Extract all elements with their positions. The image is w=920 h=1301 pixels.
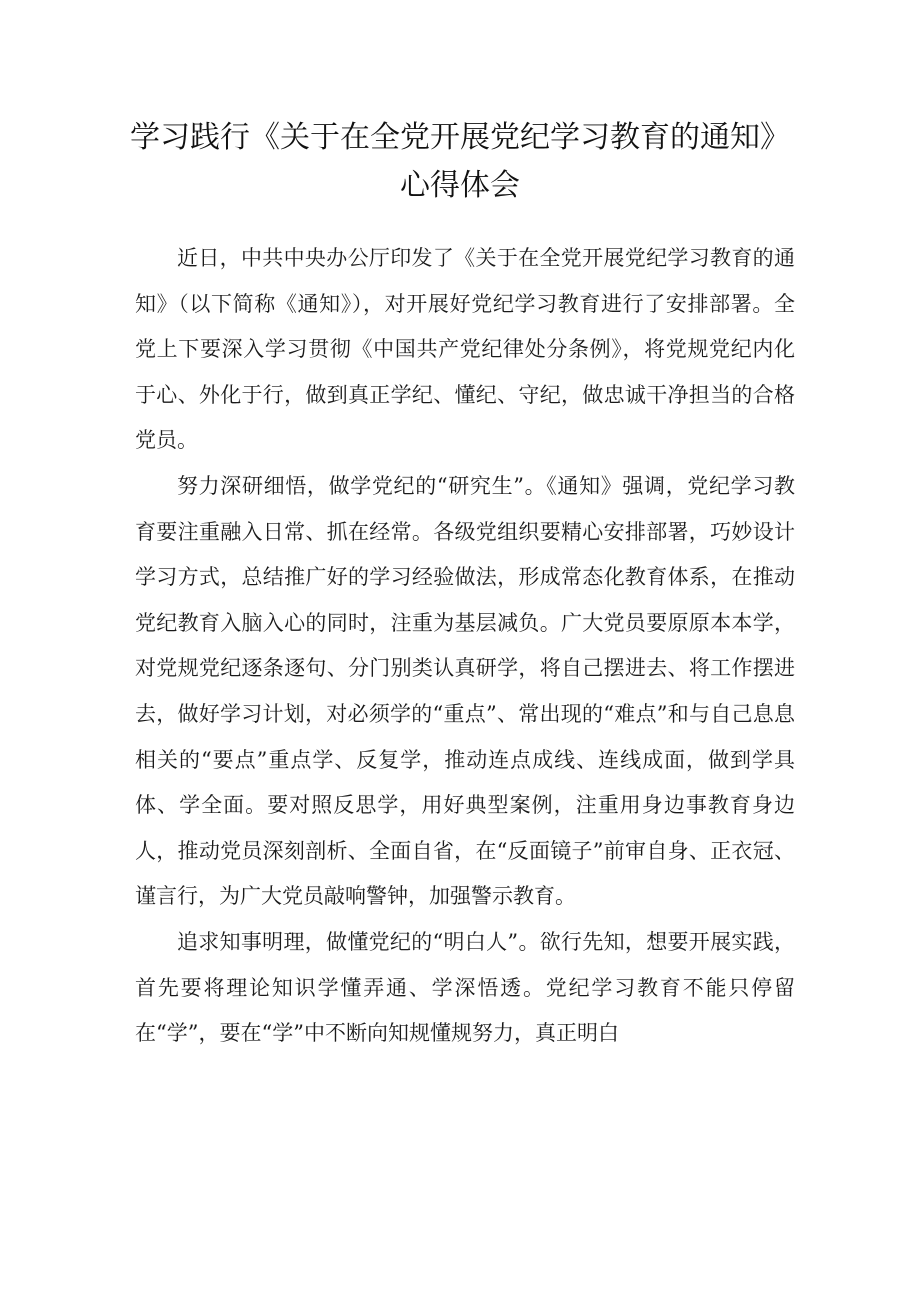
document-body [135,236,795,1057]
paragraph-understand: 追求知事明理，做懂党纪的“明白人”。欲行先知，想要开展实践，首先要将理论知识学懂弄通、学深悟透。党纪学习教育不能只停留在“学”，要在“学”中不断向知规懂规努力，真正明白 [135,929,795,1046]
document-subtitle: 心得体会 [400,168,520,203]
document-title: 学习践行《关于在全党开展党纪学习教育的通知》 [130,120,790,155]
paragraph-study: 努力深研细悟，做学党纪的“研究生”。《通知》强调，党纪学习教育要注重融入日常、抓在经常。各级党组织要精心安排部署，巧妙设计学习方式，总结推广好的学习经验做法，形成常态化教育体系，在推动党纪教育入脑入心的同时，注重为基层减负。广大党员要原原本本学，对党规党纪逐条逐句、分门别类认真研学，将自己摆进去、将工作摆进去，做好学习计划，对必须学的“重点”、常出现的“难点”和与自己息息相关的“要点”重点学、反复学，推动连点成线、连线成面，做到学具体、学全面。要对照反思学，用好典型案例，注重用身边事教育身边人，推动党员深刻剖析、全面自省，在“反面镜子”前审自身、正衣冠、谨言行，为广大党员敲响警钟，加强警示教育。 [135,473,795,909]
paragraph-intro: 近日，中共中央办公厅印发了《关于在全党开展党纪学习教育的通知》（以下简称《通知》），对开展好党纪学习教育进行了安排部署。全党上下要深入学习贯彻《中国共产党纪律处分条例》，将党规党纪内化于心、外化于行，做到真正学纪、懂纪、守纪，做忠诚干净担当的合格党员。 [135,246,795,453]
